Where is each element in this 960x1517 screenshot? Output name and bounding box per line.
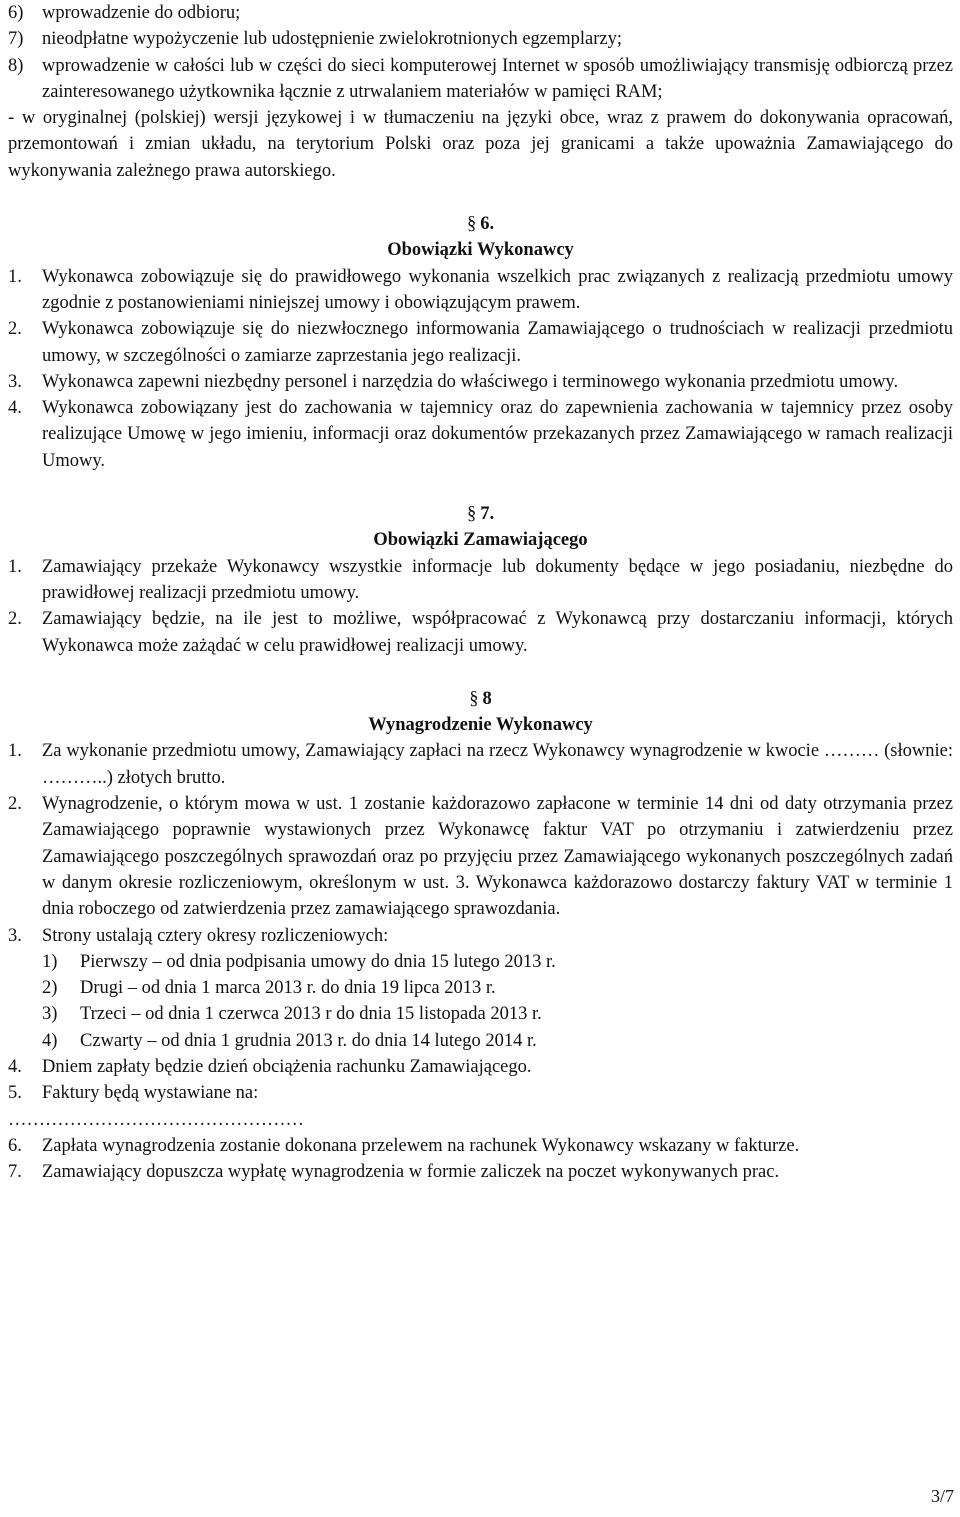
section-8-title: Wynagrodzenie Wykonawcy — [368, 715, 593, 736]
item-text: wprowadzenie w całości lub w części do sieci komputerowej Internet w sposób umożliwiający transmisję odbiorczą przez zainteresowanego użytkownika łącznie z utrwalaniem materiałów w pamięci RAM; — [42, 55, 953, 102]
item-number: 1. — [8, 741, 22, 762]
item-text: Zapłata wynagrodzenia zostanie dokonana przelewem na rachunek Wykonawcy wskazany w fakturze. — [42, 1135, 800, 1156]
item-number: 8) — [8, 55, 24, 76]
s8-item-7 — [8, 1159, 953, 1185]
item-number: 7. — [8, 1162, 22, 1183]
item-text: Wykonawca zobowiązany jest do zachowania w tajemnicy oraz do zapewnienia zachowania w tajemnicy przez osoby realizujące Umowę w jego imieniu, informacji oraz dokumentów przekazanych przez Zamawiającego w ramach realizacji Umowy. — [42, 398, 953, 471]
item-text: Zamawiający będzie, na ile jest to możliwe, współpracować z Wykonawcą przy dostarczaniu informacji, których Wykonawca może zażądać w celu prawidłowej realizacji umowy. — [42, 609, 953, 656]
period-item-4 — [42, 1028, 953, 1054]
section-6-title: Obowiązki Wykonawcy — [387, 240, 574, 261]
item-number: 6) — [8, 3, 24, 23]
s6-item-4 — [8, 395, 953, 474]
item-number: 3. — [8, 371, 22, 392]
item-text: wprowadzenie do odbioru; — [42, 3, 241, 23]
period-text: Trzeci – od dnia 1 czerwca 2013 r do dnia 15 listopada 2013 r. — [80, 1004, 542, 1025]
intro-tail-paragraph: - w oryginalnej (polskiej) wersji językowej i w tłumaczeniu na języki obce, wraz z prawem do dokonywania opracowań, przemontowań i zmian układu, na terytorium Polski oraz poza jej granicami a także upoważnia Zamawiającego do wykonywania zależnego prawa autorskiego. — [8, 108, 953, 181]
item-number: 5. — [8, 1083, 22, 1104]
item-text: Wykonawca zobowiązuje się do prawidłowego wykonania wszelkich prac związanych z realizacją przedmiotu umowy zgodnie z postanowieniami niniejszej umowy i obowiązującym prawem. — [42, 266, 953, 313]
item-number: 2. — [8, 609, 22, 630]
item-number: 1. — [8, 556, 22, 577]
item-text: nieodpłatne wypożyczenie lub udostępnienie zwielokrotnionych egzemplarzy; — [42, 29, 622, 50]
spacer — [8, 659, 953, 686]
s6-item-3 — [8, 369, 953, 395]
s8-item-1 — [8, 738, 953, 791]
item-number: 2. — [8, 319, 22, 340]
item-number: 6. — [8, 1135, 22, 1156]
period-item-3 — [42, 1001, 953, 1027]
section-number-text: 6. — [480, 214, 495, 235]
s8-item-3 — [8, 923, 953, 949]
section-symbol: § — [469, 688, 479, 709]
section-symbol: § — [466, 504, 477, 525]
item-text: Za wykonanie przedmiotu umowy, Zamawiający zapłaci na rzecz Wykonawcy wynagrodzenie w kwocie ……… (słownie: ………..) złotych brutto. — [42, 741, 953, 788]
period-number: 4) — [42, 1030, 58, 1051]
item-number: 1. — [8, 266, 22, 287]
intro-item-6 — [8, 0, 953, 26]
s8-item-6 — [8, 1133, 953, 1159]
spacer — [8, 184, 953, 211]
s8-item-4 — [8, 1054, 953, 1080]
s7-item-2 — [8, 606, 953, 659]
section-number-text: 8 — [482, 688, 492, 709]
intro-item-8 — [8, 53, 953, 106]
intro-item-7 — [8, 26, 953, 52]
s8-item-2 — [8, 791, 953, 922]
period-item-2 — [42, 975, 953, 1001]
section-7-number — [8, 501, 953, 527]
s6-item-2 — [8, 316, 953, 369]
item-text: Wykonawca zobowiązuje się do niezwłocznego informowania Zamawiającego o trudnościach w realizacji przedmiotu umowy, w szczególności o zamiarze zaprzestania jego realizacji. — [42, 319, 953, 366]
item-number: 2. — [8, 794, 22, 815]
item-number: 4. — [8, 398, 22, 419]
period-item-1 — [42, 949, 953, 975]
document-page — [8, 0, 953, 1185]
period-number: 2) — [42, 978, 58, 999]
s7-item-1 — [8, 554, 953, 607]
item-number: 4. — [8, 1056, 22, 1077]
spacer — [8, 474, 953, 501]
period-text: Drugi – od dnia 1 marca 2013 r. do dnia 19 lipca 2013 r. — [80, 978, 496, 999]
item-text: Wykonawca zapewni niezbędny personel i narzędzia do właściwego i terminowego wykonania przedmiotu umowy. — [42, 371, 899, 392]
section-6-number — [8, 211, 953, 237]
period-number: 1) — [42, 951, 58, 972]
page-number: 3/7 — [930, 1486, 954, 1506]
invoice-recipient-placeholder: ………………………………………… — [8, 1109, 304, 1130]
item-text: Wynagrodzenie, o którym mowa w ust. 1 zostanie każdorazowo zapłacone w terminie 14 dni od daty otrzymania przez Zamawiającego poprawnie wystawionych przez Wykonawcę faktur VAT po otrzymaniu i zatwierdzeniu przez Zamawiającego poszczególnych sprawozdań oraz po przyjęciu przez Zamawiającego wykonanych poszczególnych zadań w danym okresie rozliczeniowym, określonym w ust. 3. Wykonawca każdorazowo dostarczy faktury VAT w terminie 1 dnia roboczego od zatwierdzenia przez zamawiającego sprawozdania. — [42, 794, 953, 920]
section-8-number — [8, 686, 953, 712]
section-number-text: 7. — [480, 504, 495, 525]
item-text: Dniem zapłaty będzie dzień obciążenia rachunku Zamawiającego. — [42, 1056, 532, 1077]
item-text: Strony ustalają cztery okresy rozliczeniowych: — [42, 925, 389, 946]
item-text: Faktury będą wystawiane na: — [42, 1083, 259, 1104]
period-text: Pierwszy – od dnia podpisania umowy do dnia 15 lutego 2013 r. — [80, 951, 556, 972]
item-text: Zamawiający przekaże Wykonawcy wszystkie informacje lub dokumenty będące w jego posiadaniu, niezbędne do prawidłowej realizacji przedmiotu umowy. — [42, 556, 953, 603]
section-symbol: § — [466, 214, 477, 235]
item-number: 3. — [8, 925, 22, 946]
period-number: 3) — [42, 1004, 58, 1025]
item-text: Zamawiający dopuszcza wypłatę wynagrodzenia w formie zaliczek na poczet wykonywanych prac. — [42, 1162, 780, 1183]
section-7-title: Obowiązki Zamawiającego — [373, 530, 588, 551]
s8-item-5 — [8, 1080, 953, 1106]
item-number: 7) — [8, 29, 24, 50]
s6-item-1 — [8, 264, 953, 317]
period-text: Czwarty – od dnia 1 grudnia 2013 r. do dnia 14 lutego 2014 r. — [80, 1030, 537, 1051]
